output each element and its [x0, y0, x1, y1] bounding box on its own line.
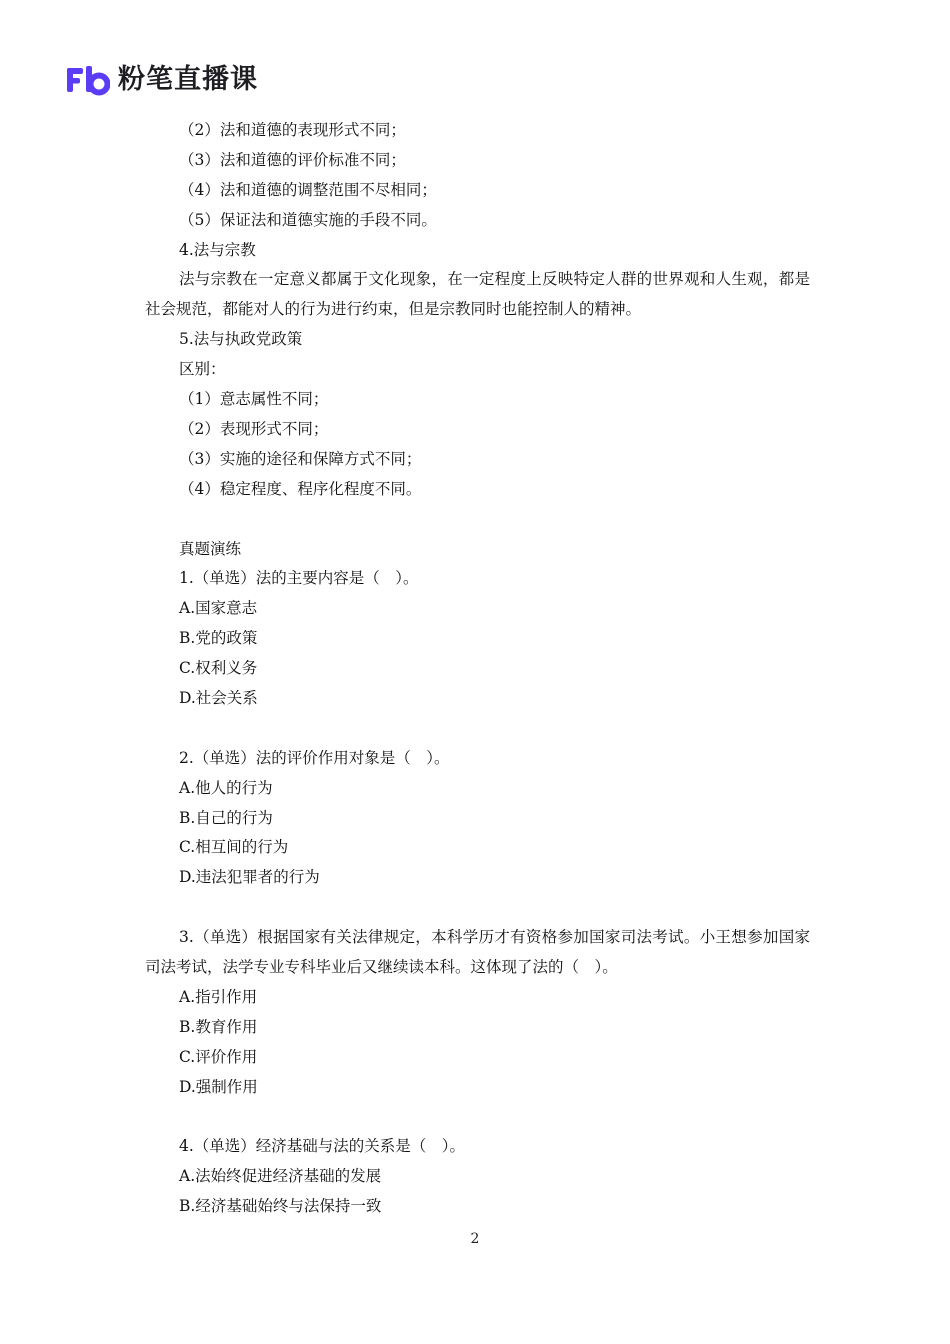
question-1-option-c: C.权利义务: [179, 659, 258, 678]
practice-title: 真题演练: [179, 539, 242, 558]
question-2-option-c: C.相互间的行为: [179, 838, 289, 857]
question-2-stem: 2.（单选）法的评价作用对象是（ ）。: [179, 748, 450, 767]
spacer: [145, 893, 810, 923]
question-3-option-c: C.评价作用: [179, 1047, 258, 1066]
document-body: [145, 116, 810, 1222]
law-religion-paragraph: 法与宗教在一定意义都属于文化现象，在一定程度上反映特定人群的世界观和人生观，都是社会规范，都能对人的行为进行约束，但是宗教同时也能控制人的精神。: [145, 270, 810, 319]
law-policy-diff-3: （3）实施的途径和保障方式不同；: [179, 449, 422, 468]
spacer: [145, 714, 810, 744]
question-2-option-b: B.自己的行为: [179, 808, 273, 827]
question-4-option-a: A.法始终促进经济基础的发展: [179, 1167, 382, 1186]
question-4-stem: 4.（单选）经济基础与法的关系是（ ）。: [179, 1137, 466, 1156]
law-religion-heading: 4.法与宗教: [179, 240, 256, 259]
spacer: [145, 1102, 810, 1132]
question-2-option-d: D.违法犯罪者的行为: [179, 868, 320, 887]
brand-name: 粉笔直播课: [118, 64, 258, 95]
question-3-stem: 3.（单选）根据国家有关法律规定，本科学历才有资格参加国家司法考试。小王想参加国家司法考试，法学专业专科毕业后又继续读本科。这体现了法的（ ）。: [145, 928, 810, 976]
law-policy-diff-2: （2）表现形式不同；: [179, 419, 329, 438]
law-morality-diff-3: （3）法和道德的评价标准不同；: [179, 150, 406, 169]
question-4-option-b: B.经济基础始终与法保持一致: [179, 1197, 382, 1216]
law-policy-diff-4: （4）稳定程度、程序化程度不同。: [179, 479, 422, 498]
law-morality-diff-4: （4）法和道德的调整范围不尽相同；: [179, 180, 437, 199]
brand-header: [66, 60, 258, 100]
question-1-option-d: D.社会关系: [179, 688, 258, 707]
fenbi-logo-icon: [66, 64, 110, 96]
question-3-option-b: B.教育作用: [179, 1017, 258, 1036]
question-3-option-a: A.指引作用: [179, 987, 258, 1006]
page-number: 2: [470, 1231, 480, 1247]
spacer: [145, 505, 810, 535]
law-policy-diff-1: （1）意志属性不同；: [179, 390, 329, 409]
question-2-option-a: A.他人的行为: [179, 778, 273, 797]
question-1-stem: 1.（单选）法的主要内容是（ ）。: [179, 569, 419, 588]
law-policy-label: 区别：: [179, 360, 226, 379]
law-morality-diff-5: （5）保证法和道德实施的手段不同。: [179, 210, 437, 229]
law-policy-heading: 5.法与执政党政策: [179, 330, 303, 349]
law-morality-diff-2: （2）法和道德的表现形式不同；: [179, 121, 406, 139]
question-3-option-d: D.强制作用: [179, 1077, 258, 1096]
question-1-option-a: A.国家意志: [179, 599, 258, 618]
question-1-option-b: B.党的政策: [179, 629, 258, 648]
